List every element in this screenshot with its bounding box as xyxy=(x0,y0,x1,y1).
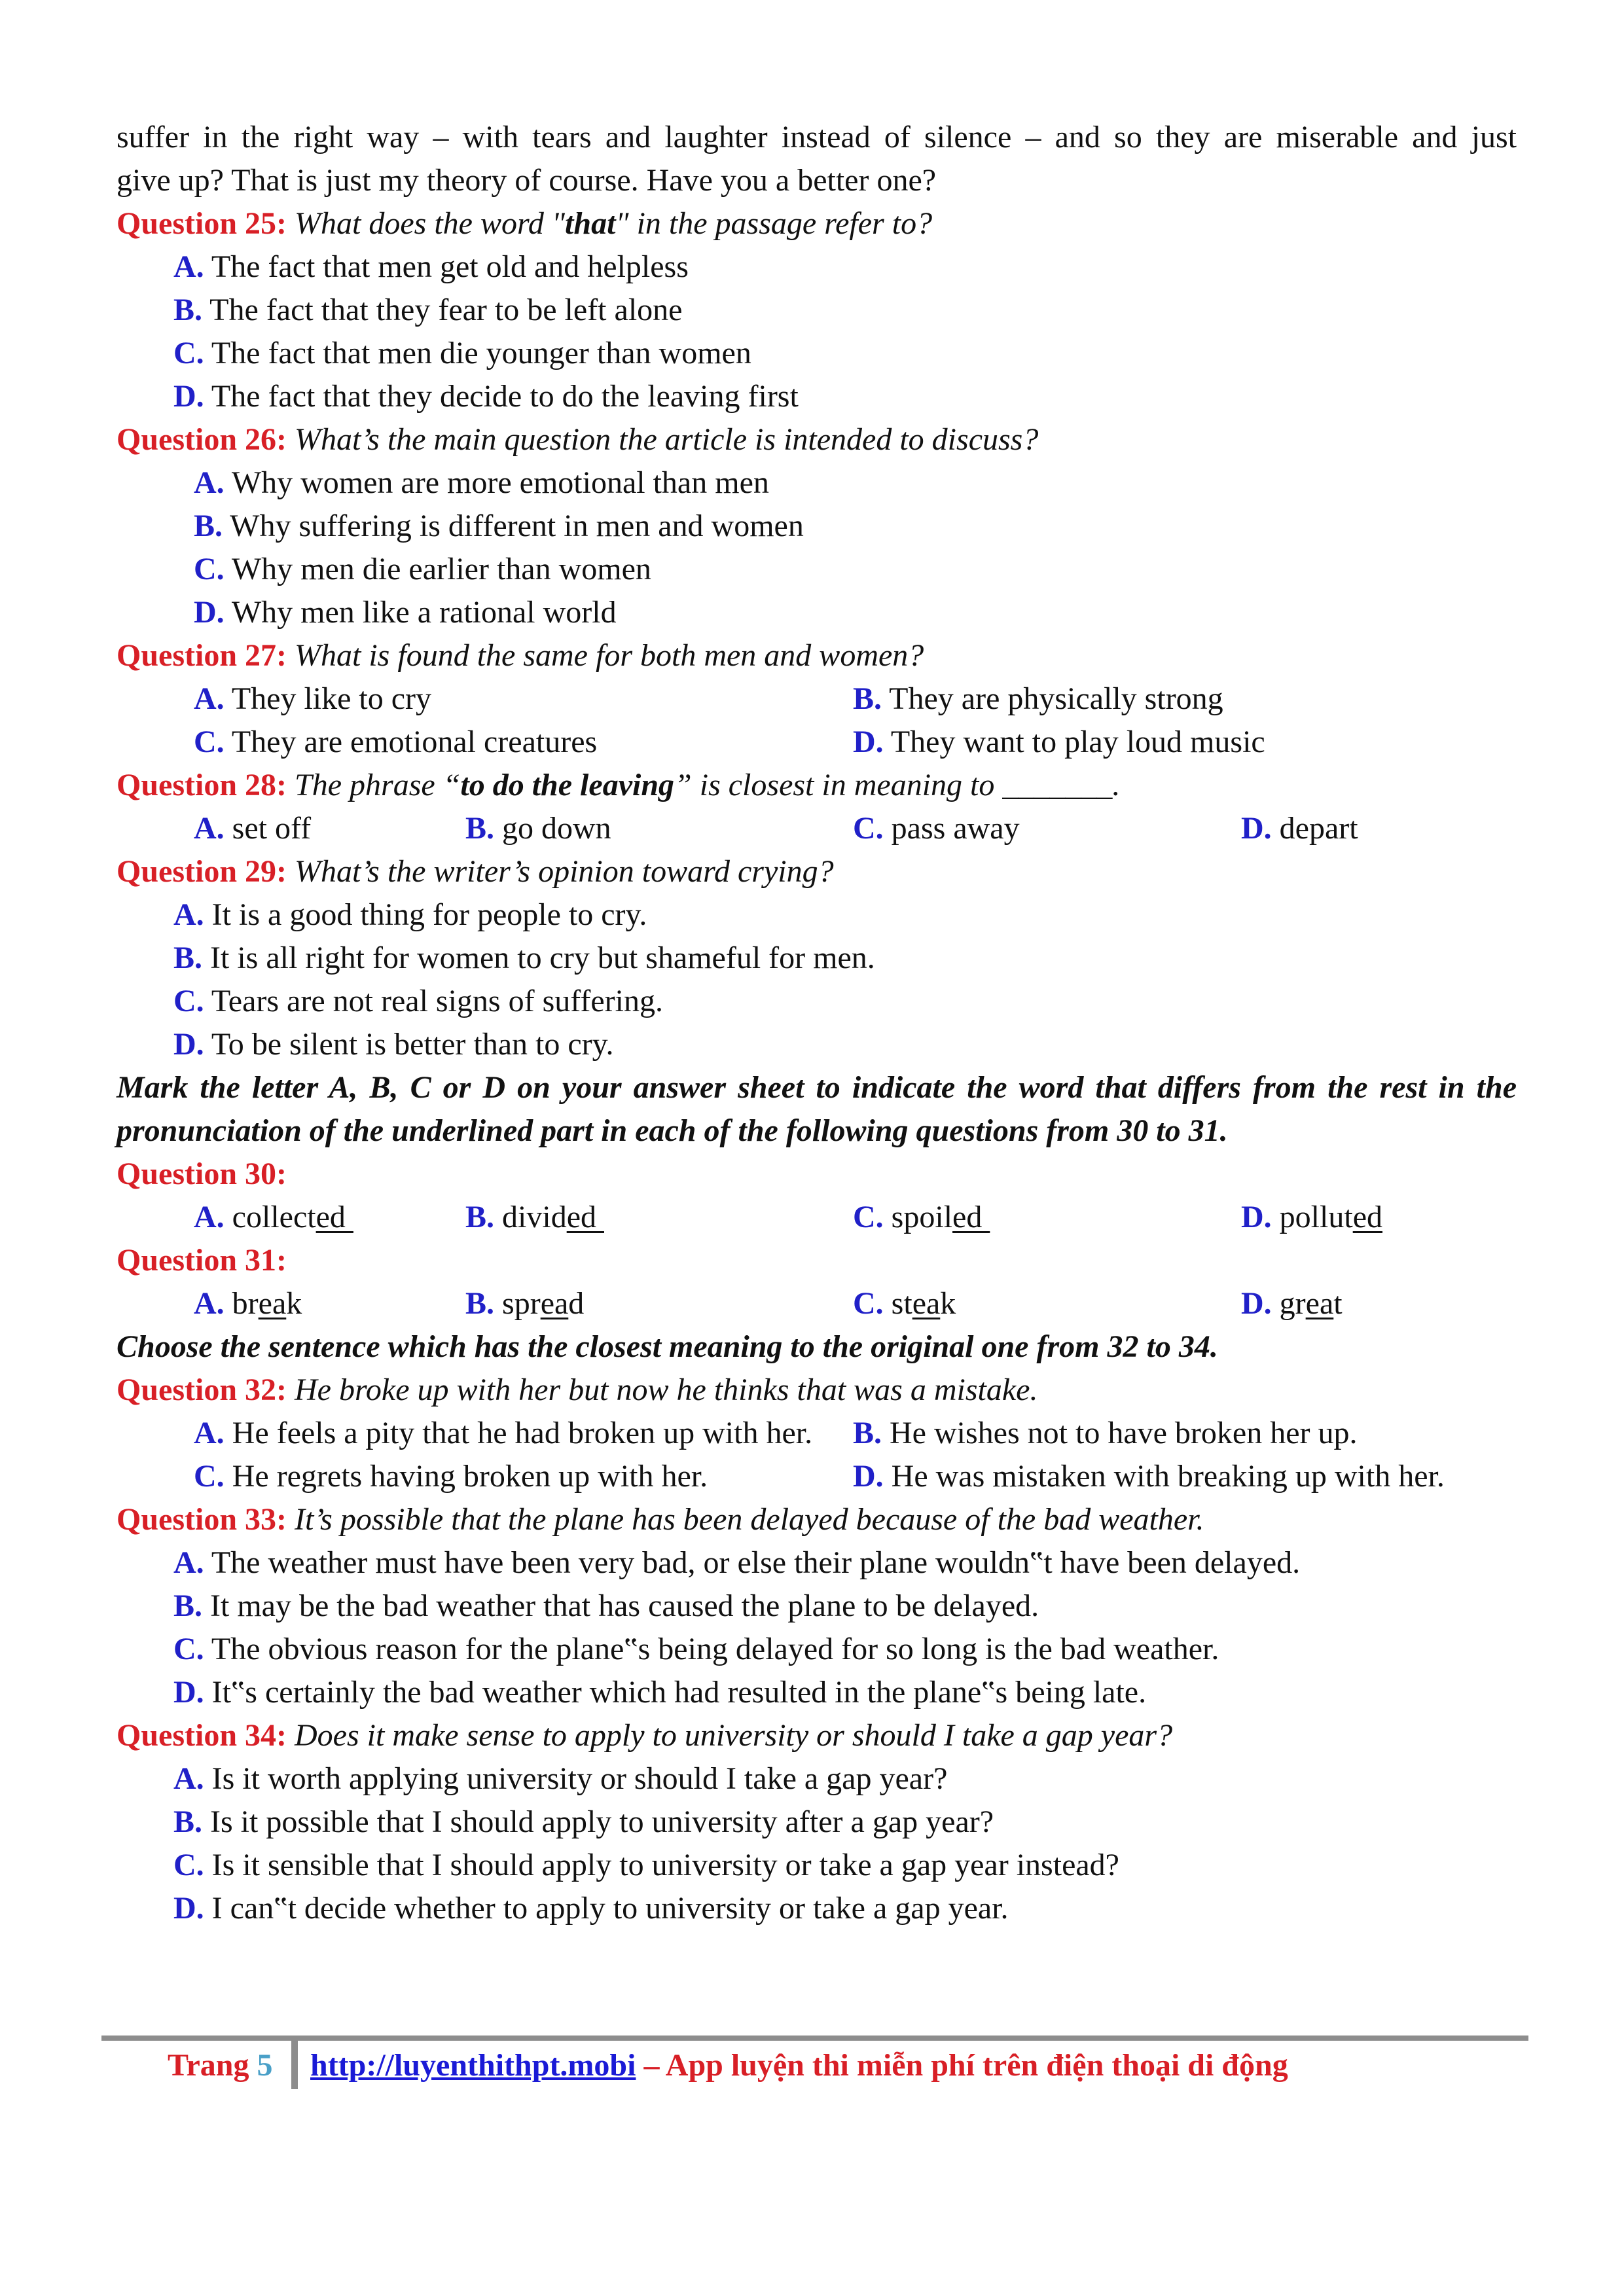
option-b[interactable]: B. It may be the bad weather that has caused the plane to be delayed. xyxy=(173,1588,1039,1623)
option-row xyxy=(0,721,1624,764)
option-d[interactable]: D. Why men like a rational world xyxy=(194,595,617,630)
option-a[interactable]: A. Why women are more emotional than men xyxy=(194,465,769,500)
question-text: What does the word "that" in the passage refer to? xyxy=(295,206,933,241)
passage-text: give up? That is just my theory of course. Have you a better one? xyxy=(117,163,937,198)
page-number: Trang 5 xyxy=(168,2048,273,2083)
option-c[interactable]: C. They are emotional creatures xyxy=(194,725,598,759)
option-c[interactable]: C. He regrets having broken up with her. xyxy=(194,1459,708,1494)
option-d[interactable]: D. The fact that they decide to do the leaving first xyxy=(173,379,799,414)
option-d[interactable]: D. He was mistaken with breaking up with her. xyxy=(853,1459,1445,1494)
question-text: The phrase “to do the leaving” is closest in meaning to _______. xyxy=(295,768,1121,802)
question-25 xyxy=(0,202,1624,245)
question-34 xyxy=(0,1714,1624,1757)
question-label: Question 32: xyxy=(117,1372,287,1407)
footer-promo: http://luyenthithpt.mobi – App luyện thi miễn phí trên điện thoại di động xyxy=(310,2048,1288,2083)
option-a[interactable]: A. He feels a pity that he had broken up with her. xyxy=(194,1416,813,1450)
option-b[interactable]: B. divided xyxy=(465,1200,604,1234)
option-b[interactable]: B. The fact that they fear to be left alone xyxy=(173,293,683,327)
question-30 xyxy=(0,1153,1624,1196)
instruction-pronunciation: pronunciation of the underlined part in each of the following questions from 30 to 31. xyxy=(117,1113,1228,1148)
question-label: Question 31: xyxy=(117,1243,287,1278)
option-row xyxy=(0,1455,1624,1498)
option-a[interactable]: A. They like to cry xyxy=(194,681,432,716)
question-text: He broke up with her but now he thinks that was a mistake. xyxy=(295,1372,1038,1407)
option-row xyxy=(0,807,1624,850)
option-b[interactable]: B. He wishes not to have broken her up. xyxy=(853,1416,1358,1450)
instruction-pronunciation: Mark the letter A, B, C or D on your answer sheet to indicate the word that differs from the rest in the xyxy=(117,1070,1517,1105)
option-c[interactable]: C. pass away xyxy=(853,811,1020,846)
question-28 xyxy=(0,764,1624,807)
question-text: What’s the writer’s opinion toward crying? xyxy=(295,854,834,889)
question-31 xyxy=(0,1239,1624,1282)
option-a[interactable]: A. The fact that men get old and helpless xyxy=(173,249,689,284)
instruction-meaning: Choose the sentence which has the closest meaning to the original one from 32 to 34. xyxy=(117,1329,1218,1364)
option-d[interactable]: D. They want to play loud music xyxy=(853,725,1265,759)
option-b[interactable]: B. Why suffering is different in men and women xyxy=(194,509,804,543)
option-b[interactable]: B. Is it possible that I should apply to university after a gap year? xyxy=(173,1804,994,1839)
question-label: Question 33: xyxy=(117,1502,287,1537)
question-text: Does it make sense to apply to university or should I take a gap year? xyxy=(295,1718,1173,1753)
question-label: Question 25: xyxy=(117,206,287,241)
option-a[interactable]: A. Is it worth applying university or should I take a gap year? xyxy=(173,1761,948,1796)
question-33 xyxy=(0,1498,1624,1541)
question-label: Question 30: xyxy=(117,1157,287,1191)
question-label: Question 28: xyxy=(117,768,287,802)
option-b[interactable]: B. spread xyxy=(465,1286,585,1321)
passage-line xyxy=(0,116,1624,159)
option-d[interactable]: D. depart xyxy=(1241,811,1358,846)
question-32 xyxy=(0,1369,1624,1412)
option-b[interactable]: B. It is all right for women to cry but shameful for men. xyxy=(173,941,875,975)
option-c[interactable]: C. The obvious reason for the plane‟s being delayed for so long is the bad weather. xyxy=(173,1632,1219,1666)
option-c[interactable]: C. steak xyxy=(853,1286,956,1321)
option-d[interactable]: D. great xyxy=(1241,1286,1343,1321)
footer-divider xyxy=(291,2041,298,2089)
question-label: Question 26: xyxy=(117,422,287,457)
option-a[interactable]: A. break xyxy=(194,1286,302,1321)
option-b[interactable]: B. They are physically strong xyxy=(853,681,1223,716)
option-d[interactable]: D. I can‟t decide whether to apply to university or take a gap year. xyxy=(173,1891,1009,1926)
option-c[interactable]: C. spoiled xyxy=(853,1200,990,1234)
question-29 xyxy=(0,850,1624,893)
option-c[interactable]: C. The fact that men die younger than women xyxy=(173,336,751,370)
option-a[interactable]: A. collected xyxy=(194,1200,353,1234)
question-label: Question 27: xyxy=(117,638,287,673)
option-d[interactable]: D. polluted xyxy=(1241,1200,1382,1234)
footer-rule xyxy=(101,2036,1528,2041)
question-text: What is found the same for both men and women? xyxy=(295,638,924,673)
option-row xyxy=(0,1196,1624,1239)
option-row xyxy=(0,1412,1624,1455)
option-a[interactable]: A. set off xyxy=(194,811,312,846)
question-text: It’s possible that the plane has been delayed because of the bad weather. xyxy=(295,1502,1204,1537)
question-27 xyxy=(0,634,1624,677)
option-d[interactable]: D. It‟s certainly the bad weather which had resulted in the plane‟s being late. xyxy=(173,1675,1147,1710)
option-c[interactable]: C. Why men die earlier than women xyxy=(194,552,651,586)
option-row xyxy=(0,1282,1624,1325)
option-b[interactable]: B. go down xyxy=(465,811,611,846)
footer-link[interactable]: http://luyenthithpt.mobi xyxy=(310,2048,636,2083)
option-d[interactable]: D. To be silent is better than to cry. xyxy=(173,1027,614,1062)
option-c[interactable]: C. Is it sensible that I should apply to university or take a gap year instead? xyxy=(173,1848,1119,1882)
option-a[interactable]: A. It is a good thing for people to cry. xyxy=(173,897,647,932)
question-text: What’s the main question the article is intended to discuss? xyxy=(295,422,1039,457)
passage-line xyxy=(0,159,1624,202)
passage-text: suffer in the right way – with tears and laughter instead of silence – and so they are miserable and just xyxy=(117,120,1517,154)
option-row xyxy=(0,677,1624,721)
question-26 xyxy=(0,418,1624,461)
option-c[interactable]: C. Tears are not real signs of suffering. xyxy=(173,984,663,1018)
question-label: Question 34: xyxy=(117,1718,287,1753)
option-a[interactable]: A. The weather must have been very bad, or else their plane wouldn‟t have been delayed. xyxy=(173,1545,1301,1580)
question-label: Question 29: xyxy=(117,854,287,889)
